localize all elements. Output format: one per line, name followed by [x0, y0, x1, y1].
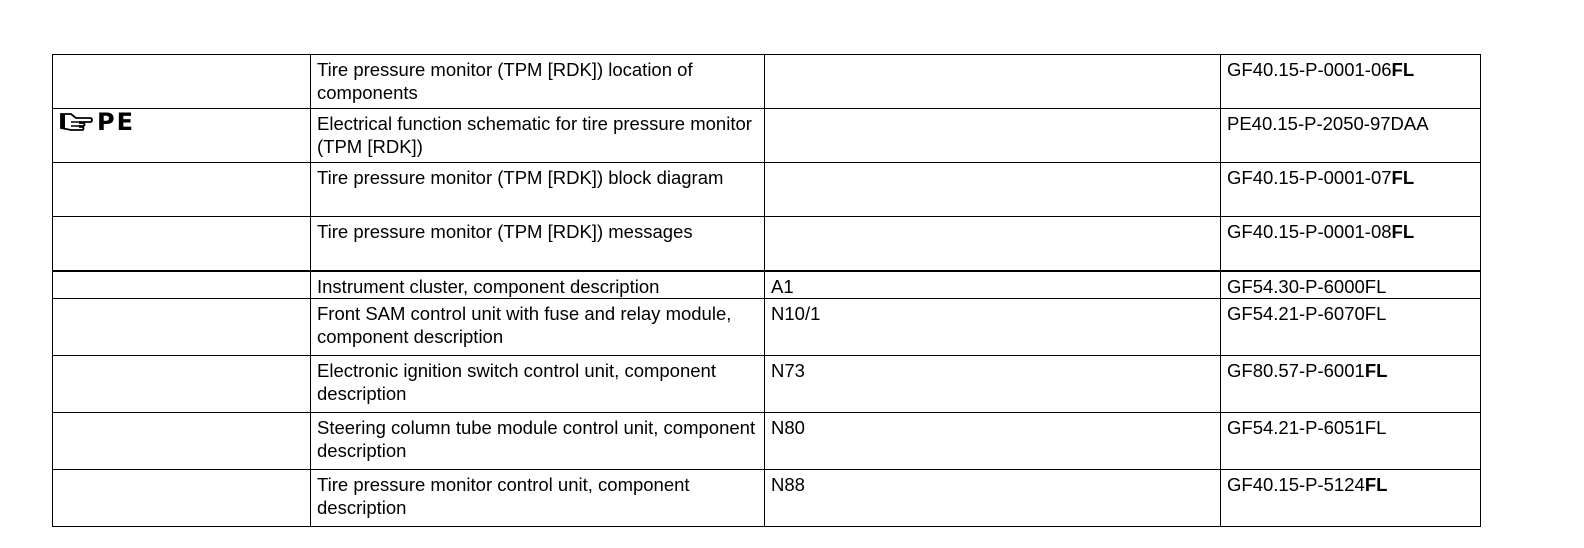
document-reference-link[interactable]: GF54.21-P-6070FL — [1221, 299, 1481, 356]
description-cell: Electrical function schematic for tire pressure monitor (TPM [RDK]) — [311, 109, 765, 163]
component-code-cell — [765, 109, 1221, 163]
table-row — [53, 271, 1481, 299]
icon-cell — [53, 217, 311, 271]
description-cell: Tire pressure monitor (TPM [RDK]) location of components — [311, 55, 765, 109]
description-cell: Instrument cluster, component description — [311, 271, 765, 299]
document-reference-link[interactable]: GF40.15-P-0001-06FL — [1221, 55, 1481, 109]
component-code-cell — [765, 163, 1221, 217]
document-reference-link[interactable]: GF40.15-P-0001-07FL — [1221, 163, 1481, 217]
document-reference-link[interactable]: PE40.15-P-2050-97DAA — [1221, 109, 1481, 163]
component-code-cell: N10/1 — [765, 299, 1221, 356]
icon-cell — [53, 299, 311, 356]
table-row — [53, 163, 1481, 217]
icon-cell — [53, 356, 311, 413]
component-code-cell: A1 — [765, 271, 1221, 299]
table-row — [53, 470, 1481, 527]
description-cell: Tire pressure monitor (TPM [RDK]) block diagram — [311, 163, 765, 217]
table-row — [53, 109, 1481, 163]
table-row — [53, 55, 1481, 109]
pe-label: PE — [97, 108, 135, 136]
icon-cell — [53, 271, 311, 299]
document-reference-link[interactable]: GF40.15-P-0001-08FL — [1221, 217, 1481, 271]
document-reference-link[interactable]: GF40.15-P-5124FL — [1221, 470, 1481, 527]
description-cell: Steering column tube module control unit, component description — [311, 413, 765, 470]
component-code-cell: N88 — [765, 470, 1221, 527]
icon-cell — [53, 413, 311, 470]
icon-cell — [53, 163, 311, 217]
document-reference-link[interactable]: GF80.57-P-6001FL — [1221, 356, 1481, 413]
table-row — [53, 217, 1481, 271]
component-code-cell — [765, 55, 1221, 109]
description-cell: Tire pressure monitor (TPM [RDK]) messages — [311, 217, 765, 271]
table-row — [53, 413, 1481, 470]
component-code-cell: N80 — [765, 413, 1221, 470]
description-cell: Electronic ignition switch control unit, component description — [311, 356, 765, 413]
document-reference-table — [52, 54, 1481, 527]
description-cell: Front SAM control unit with fuse and relay module, component description — [311, 299, 765, 356]
document-reference-link[interactable]: GF54.30-P-6000FL — [1221, 271, 1481, 299]
icon-cell — [53, 55, 311, 109]
table-row — [53, 356, 1481, 413]
component-code-cell: N73 — [765, 356, 1221, 413]
pe-marker-cell — [53, 109, 311, 163]
document-reference-link[interactable]: GF54.21-P-6051FL — [1221, 413, 1481, 470]
table-row — [53, 299, 1481, 356]
component-code-cell — [765, 217, 1221, 271]
pointing-hand-icon — [59, 111, 93, 133]
icon-cell — [53, 470, 311, 527]
description-cell: Tire pressure monitor control unit, component description — [311, 470, 765, 527]
